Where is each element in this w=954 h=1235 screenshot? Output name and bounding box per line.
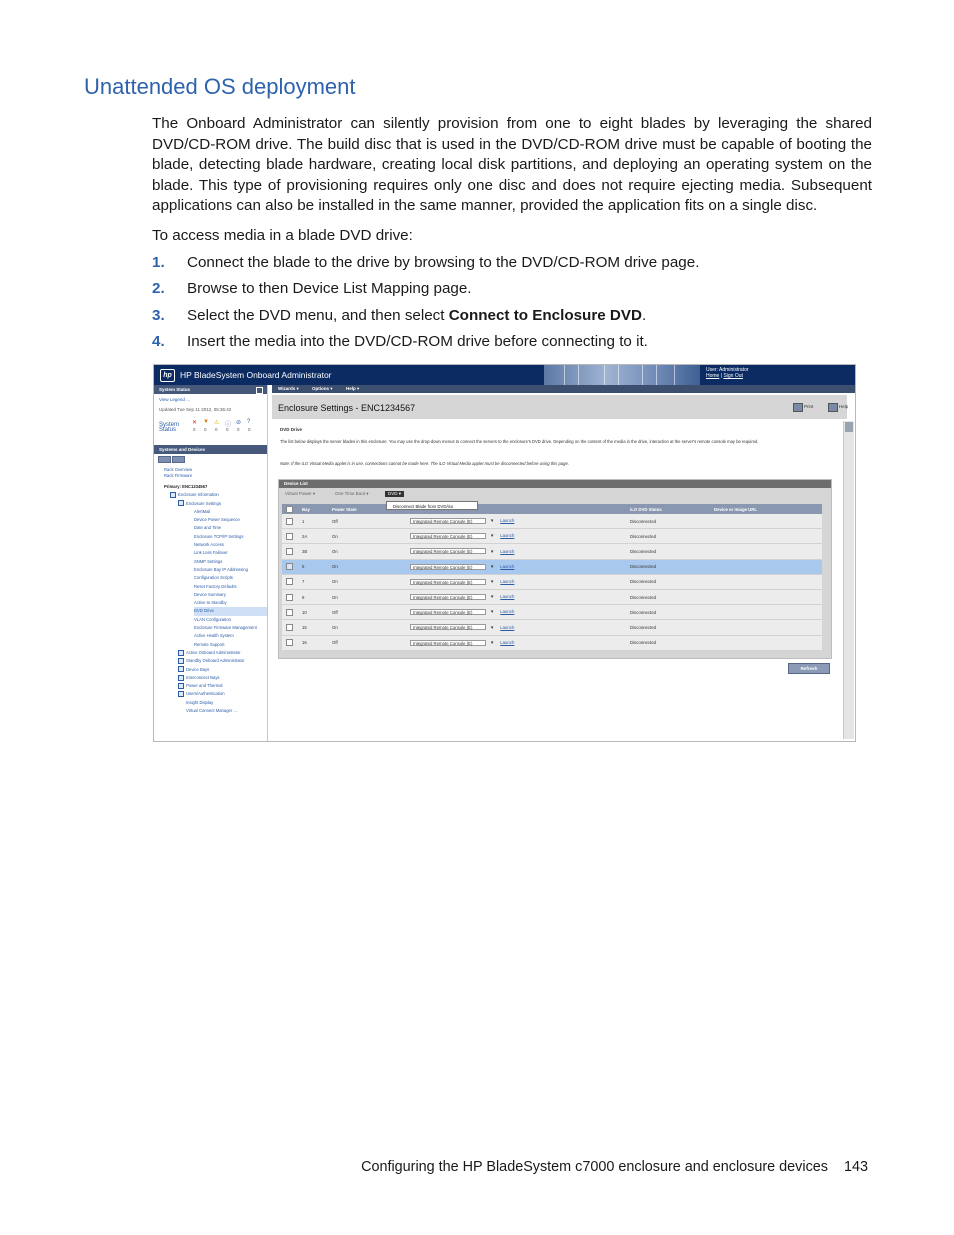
row-checkbox[interactable] bbox=[286, 518, 293, 525]
row-select-cell[interactable] bbox=[282, 589, 298, 604]
step-number: 4. bbox=[152, 333, 165, 351]
bay-cell: 9 bbox=[298, 589, 328, 604]
tree-item-setting[interactable]: Network Access bbox=[194, 542, 224, 548]
row-select-cell[interactable] bbox=[282, 620, 298, 635]
page-footer bbox=[361, 1159, 868, 1175]
oa-screenshot bbox=[153, 364, 856, 742]
warning-icon: ⚠ bbox=[214, 420, 220, 426]
page-number: 143 bbox=[843, 1159, 868, 1175]
banner-image bbox=[544, 365, 700, 385]
refresh-button[interactable]: Refresh bbox=[788, 663, 830, 674]
tree-item[interactable]: Active Onboard Administrator bbox=[178, 649, 267, 657]
power-state-cell: On bbox=[328, 544, 406, 559]
enclosure-settings-items bbox=[164, 508, 267, 649]
console-select[interactable]: Integrated Remote Console (E) bbox=[410, 624, 486, 630]
device-url-cell bbox=[710, 574, 822, 589]
virtual-power-menu[interactable]: Virtual Power ▾ bbox=[285, 491, 316, 496]
row-checkbox[interactable] bbox=[286, 533, 293, 540]
bay-cell: 5 bbox=[298, 559, 328, 574]
tree-toggle-icon[interactable] bbox=[178, 500, 184, 506]
launch-link[interactable]: Launch bbox=[500, 533, 515, 539]
ilo-dvd-status-column[interactable]: iLO DVD Status bbox=[626, 504, 710, 514]
step-text bbox=[187, 306, 646, 326]
collapse-icon[interactable] bbox=[256, 387, 263, 394]
tree-toggle-icon[interactable] bbox=[178, 691, 184, 697]
tree-item[interactable]: Power and Thermal bbox=[178, 682, 267, 690]
section-title: DVD Drive bbox=[280, 427, 303, 432]
power-state-cell: On bbox=[328, 574, 406, 589]
bay-cell: 16 bbox=[298, 635, 328, 650]
tree-item-setting[interactable]: Device Power Sequence bbox=[194, 517, 240, 523]
console-cell bbox=[406, 544, 626, 559]
step-item bbox=[152, 306, 872, 332]
power-state-cell: Off bbox=[328, 514, 406, 529]
console-select[interactable]: Integrated Remote Console (E) bbox=[410, 579, 486, 585]
tree-toggle-icon[interactable] bbox=[178, 650, 184, 656]
primary-enclosure[interactable]: Primary: ENC1234567 bbox=[164, 484, 208, 489]
user-label: User: Administrator bbox=[706, 367, 749, 373]
row-checkbox[interactable] bbox=[286, 624, 293, 631]
power-state-cell: On bbox=[328, 620, 406, 635]
systems-devices-header: Systems and Devices bbox=[154, 445, 267, 454]
tree-item-setting[interactable]: Active Health System bbox=[194, 633, 234, 639]
tree-item[interactable]: Standby Onboard Administrator bbox=[178, 657, 267, 665]
step-number: 2. bbox=[152, 280, 165, 298]
hp-logo-icon: hp bbox=[160, 369, 175, 382]
power-state-cell: Off bbox=[328, 635, 406, 650]
row-select-cell[interactable] bbox=[282, 529, 298, 544]
console-cell bbox=[406, 559, 626, 574]
footer-text: Configuring the HP BladeSystem c7000 enclosure and enclosure devices bbox=[361, 1159, 828, 1175]
launch-link[interactable]: Launch bbox=[500, 578, 515, 584]
tree-item[interactable]: Device Bays bbox=[178, 666, 267, 674]
row-checkbox[interactable] bbox=[286, 563, 293, 570]
row-checkbox[interactable] bbox=[286, 594, 293, 601]
console-cell bbox=[406, 635, 626, 650]
section-heading: Unattended OS deployment bbox=[84, 74, 356, 99]
tree-toolbar bbox=[154, 454, 267, 463]
launch-link[interactable]: Launch bbox=[500, 563, 515, 569]
console-select[interactable]: Integrated Remote Console (E) bbox=[410, 640, 486, 646]
app-title: HP BladeSystem Onboard Administrator bbox=[180, 370, 332, 380]
collapse-all-icon[interactable] bbox=[172, 456, 185, 463]
tree-item-setting[interactable]: Enclosure TCP/IP Settings bbox=[194, 533, 244, 539]
tree-item-setting[interactable]: AlertMail bbox=[194, 508, 211, 514]
table-row[interactable] bbox=[282, 635, 822, 650]
tree-item-setting[interactable]: Remote Support bbox=[194, 641, 225, 647]
critical-icon: ✕ bbox=[192, 420, 198, 426]
console-cell bbox=[406, 514, 626, 529]
system-status-header: System Status bbox=[154, 385, 267, 394]
dropdown-arrow-icon[interactable]: ▼ bbox=[490, 518, 495, 524]
device-tree bbox=[154, 467, 267, 715]
tree-item-setting[interactable]: Enclosure Firmware Management bbox=[194, 625, 257, 631]
menu-options[interactable]: Options ▾ bbox=[312, 386, 333, 391]
dropdown-arrow-icon[interactable]: ▼ bbox=[490, 594, 495, 600]
scrollbar[interactable] bbox=[843, 421, 854, 739]
status-count: 0 bbox=[226, 427, 229, 432]
major-icon: ▼ bbox=[203, 419, 209, 425]
dvd-status-cell: Disconnected bbox=[626, 559, 710, 574]
row-select-cell[interactable] bbox=[282, 514, 298, 529]
left-panel bbox=[154, 385, 268, 741]
device-url-cell bbox=[710, 635, 822, 650]
power-state-cell: On bbox=[328, 589, 406, 604]
table-row[interactable] bbox=[282, 514, 822, 529]
bay-cell: 15 bbox=[298, 620, 328, 635]
help-button[interactable]: Help bbox=[839, 404, 849, 409]
page-title: Enclosure Settings - ENC1234567 bbox=[278, 403, 416, 413]
device-url-cell bbox=[710, 605, 822, 620]
sign-out-link[interactable]: Sign Out bbox=[723, 373, 743, 379]
dropdown-arrow-icon[interactable]: ▼ bbox=[490, 563, 495, 569]
bay-cell: 7 bbox=[298, 574, 328, 589]
bay-column[interactable]: Bay bbox=[298, 504, 328, 514]
step-item bbox=[152, 332, 872, 358]
tree-item[interactable]: Users/Authentication bbox=[178, 690, 267, 698]
device-url-cell bbox=[710, 620, 822, 635]
console-select[interactable]: Integrated Remote Console (E) bbox=[410, 564, 486, 570]
select-all-checkbox[interactable] bbox=[286, 506, 293, 513]
tree-toggle-icon[interactable] bbox=[178, 666, 184, 672]
device-url-cell bbox=[710, 544, 822, 559]
oa-top-bar bbox=[154, 365, 855, 385]
dropdown-arrow-icon[interactable]: ▼ bbox=[490, 639, 495, 645]
device-list-header: Device List bbox=[279, 480, 831, 488]
tree-bottom-items bbox=[164, 649, 267, 699]
view-legend-link[interactable]: View Legend ... bbox=[159, 397, 190, 402]
dropdown-arrow-icon[interactable]: ▼ bbox=[490, 548, 495, 554]
launch-link[interactable]: Launch bbox=[500, 639, 515, 645]
select-all-column[interactable] bbox=[282, 504, 298, 514]
access-intro: To access media in a blade DVD drive: bbox=[152, 227, 413, 244]
tree-item-setting[interactable]: Configuration Scripts bbox=[194, 575, 233, 581]
print-icon[interactable] bbox=[793, 403, 803, 412]
launch-link[interactable]: Launch bbox=[500, 594, 515, 600]
bay-cell: 2A bbox=[298, 529, 328, 544]
table-row[interactable] bbox=[282, 605, 822, 620]
table-row[interactable] bbox=[282, 544, 822, 559]
tree-item-setting[interactable]: Link Loss Failover bbox=[194, 550, 228, 556]
device-url-cell bbox=[710, 529, 822, 544]
table-row[interactable] bbox=[282, 559, 822, 574]
print-button[interactable]: Print bbox=[804, 404, 814, 409]
device-url-cell bbox=[710, 514, 822, 529]
table-row[interactable] bbox=[282, 620, 822, 635]
power-state-cell: On bbox=[328, 529, 406, 544]
tree-item-enclosure-settings[interactable]: Enclosure Settings bbox=[164, 500, 267, 508]
status-count: 0 bbox=[193, 427, 196, 432]
dvd-status-cell: Disconnected bbox=[626, 620, 710, 635]
link-separator: | bbox=[720, 373, 723, 379]
unknown-icon: ? bbox=[247, 419, 251, 425]
step-number: 3. bbox=[152, 306, 165, 324]
launch-link[interactable]: Launch bbox=[500, 609, 515, 615]
dvd-status-cell: Disconnected bbox=[626, 529, 710, 544]
row-checkbox[interactable] bbox=[286, 578, 293, 585]
dropdown-arrow-icon[interactable]: ▼ bbox=[490, 578, 495, 584]
tree-item-setting[interactable]: DVD Drive bbox=[194, 607, 267, 615]
description-text: The list below displays the server blades in this enclosure. You may use the drop-down menus to connect the servers to the enclosure's DVD drive. Depending on the content of the media in the drive, interaction at the server's remote console may be required. bbox=[280, 439, 759, 444]
dvd-status-cell: Disconnected bbox=[626, 589, 710, 604]
dvd-status-cell: Disconnected bbox=[626, 574, 710, 589]
intro-paragraph: The Onboard Administrator can silently provision from one to eight blades by leveraging the shared DVD/CD-ROM drive. The build disc that is used in the DVD/CD-ROM drive must be capable of booting the blade, detecting blade hardware, creating local disk partitions, and deploying an operating system on the blade. This type of provisioning requires only one disc and does not require ejecting media. Subsequent applications can also be installed in the same manner, provided the application fits on a single disc. bbox=[152, 115, 872, 215]
step-text: Insert the media into the DVD/CD-ROM drive before connecting to it. bbox=[187, 333, 648, 351]
step-number: 1. bbox=[152, 254, 165, 271]
tree-item-setting[interactable]: Active to Standby bbox=[194, 600, 227, 606]
tree-item-setting[interactable]: SNMP Settings bbox=[194, 558, 223, 564]
tree-toggle-icon[interactable] bbox=[178, 683, 184, 689]
row-checkbox[interactable] bbox=[286, 609, 293, 616]
step-text-before: Select the DVD menu, and then select bbox=[187, 306, 449, 324]
bay-cell: 1 bbox=[298, 514, 328, 529]
connect-enclosure-dvd-label: Connect to Enclosure DVD bbox=[448, 306, 642, 324]
console-select[interactable]: Integrated Remote Console (E) bbox=[410, 518, 486, 524]
step-item bbox=[152, 279, 872, 305]
dropdown-arrow-icon[interactable]: ▼ bbox=[490, 609, 495, 615]
dvd-status-cell: Disconnected bbox=[626, 605, 710, 620]
dvd-menu[interactable]: DVD ▾ bbox=[385, 491, 404, 497]
menu-help[interactable]: Help ▾ bbox=[346, 386, 360, 391]
dropdown-arrow-icon[interactable]: ▼ bbox=[490, 533, 495, 539]
console-cell bbox=[406, 620, 626, 635]
tree-item[interactable]: Interconnect Bays bbox=[178, 674, 267, 682]
virtual-connect-link[interactable]: Virtual Connect Manager ... bbox=[186, 708, 237, 714]
row-select-cell[interactable] bbox=[282, 544, 298, 559]
bay-cell: 10 bbox=[298, 605, 328, 620]
insight-display-link[interactable]: Insight Display bbox=[186, 699, 214, 705]
console-cell bbox=[406, 589, 626, 604]
table-header-row bbox=[282, 504, 822, 514]
console-select[interactable]: Integrated Remote Console (E) bbox=[410, 594, 486, 600]
menu-wizards[interactable]: Wizards ▾ bbox=[278, 386, 299, 391]
tree-item-setting[interactable]: Enclosure Bay IP Addressing bbox=[194, 566, 248, 572]
device-table bbox=[282, 504, 822, 651]
dvd-dropdown-item[interactable]: Disconnect Blade from DVD/iso bbox=[386, 501, 478, 510]
status-count: 0 bbox=[237, 427, 240, 432]
row-select-cell[interactable] bbox=[282, 605, 298, 620]
status-count: 0 bbox=[215, 427, 218, 432]
console-cell bbox=[406, 529, 626, 544]
system-status-link[interactable]: System Status bbox=[159, 422, 180, 433]
device-url-cell bbox=[710, 559, 822, 574]
note-text: Note: If the iLO Virtual Media applet is in use, connections cannot be made here. The iLO Virtual Media applet must be disconnected before using this page. bbox=[280, 461, 569, 466]
row-select-cell[interactable] bbox=[282, 574, 298, 589]
page-title-bar bbox=[272, 395, 847, 419]
launch-link[interactable]: Launch bbox=[500, 548, 515, 554]
power-state-cell: On bbox=[328, 559, 406, 574]
help-icon[interactable] bbox=[828, 403, 838, 412]
device-list-toolbar bbox=[279, 488, 831, 499]
tree-toggle-icon[interactable] bbox=[178, 675, 184, 681]
bay-cell: 2B bbox=[298, 544, 328, 559]
tree-item-setting[interactable]: Device Summary bbox=[194, 591, 226, 597]
table-row[interactable] bbox=[282, 589, 822, 604]
row-select-cell[interactable] bbox=[282, 635, 298, 650]
launch-link[interactable]: Launch bbox=[500, 518, 515, 524]
disabled-icon: ⊘ bbox=[236, 420, 242, 426]
console-select[interactable]: Integrated Remote Console (E) bbox=[410, 548, 486, 554]
table-row[interactable] bbox=[282, 574, 822, 589]
tree-item-setting[interactable]: Reset Factory Defaults bbox=[194, 583, 237, 589]
rack-overview-link[interactable]: Rack Overview bbox=[164, 467, 193, 472]
tree-item-setting[interactable]: Date and Time bbox=[194, 525, 222, 531]
tree-item-setting[interactable]: VLAN Configuration bbox=[194, 616, 232, 622]
row-checkbox[interactable] bbox=[286, 639, 293, 646]
step-item bbox=[152, 253, 872, 279]
power-state-cell: Off bbox=[328, 605, 406, 620]
status-count: 0 bbox=[204, 427, 207, 432]
steps-list bbox=[152, 253, 872, 359]
tree-item-enclosure-information[interactable]: Enclosure Information bbox=[164, 491, 267, 499]
step-text: Browse to then Device List Mapping page. bbox=[187, 280, 472, 298]
power-state-column[interactable]: Power State bbox=[328, 504, 406, 514]
info-icon: ⓘ bbox=[225, 422, 232, 428]
launch-link[interactable]: Launch bbox=[500, 624, 515, 630]
dvd-status-cell: Disconnected bbox=[626, 514, 710, 529]
dropdown-arrow-icon[interactable]: ▼ bbox=[490, 624, 495, 630]
updated-timestamp: Updated Tue Sep 11 2012, 05:36:42 bbox=[159, 407, 232, 412]
console-cell bbox=[406, 574, 626, 589]
user-info bbox=[706, 367, 749, 379]
console-select[interactable]: Integrated Remote Console (E) bbox=[410, 609, 486, 615]
row-select-cell[interactable] bbox=[282, 559, 298, 574]
console-select[interactable]: Integrated Remote Console (E) bbox=[410, 533, 486, 539]
row-checkbox[interactable] bbox=[286, 548, 293, 555]
dvd-status-cell: Disconnected bbox=[626, 635, 710, 650]
device-url-column[interactable]: Device or Image URL bbox=[710, 504, 822, 514]
table-row[interactable] bbox=[282, 529, 822, 544]
menu-bar bbox=[272, 385, 855, 393]
step-text-after: . bbox=[641, 306, 647, 324]
scroll-thumb[interactable] bbox=[845, 422, 853, 432]
status-count: 0 bbox=[248, 427, 251, 432]
console-cell bbox=[406, 605, 626, 620]
tree-toggle-icon[interactable] bbox=[178, 658, 184, 664]
status-row bbox=[154, 419, 267, 433]
rack-firmware-link[interactable]: Rack Firmware bbox=[164, 473, 193, 478]
device-url-cell bbox=[710, 589, 822, 604]
expand-all-icon[interactable] bbox=[158, 456, 171, 463]
one-time-boot-menu[interactable]: One Time Boot ▾ bbox=[335, 491, 369, 496]
dvd-status-cell: Disconnected bbox=[626, 544, 710, 559]
step-text: Connect the blade to the drive by browsing to the DVD/CD-ROM drive page. bbox=[187, 254, 700, 271]
home-link[interactable]: Home bbox=[706, 373, 720, 379]
tree-toggle-icon[interactable] bbox=[170, 492, 176, 498]
